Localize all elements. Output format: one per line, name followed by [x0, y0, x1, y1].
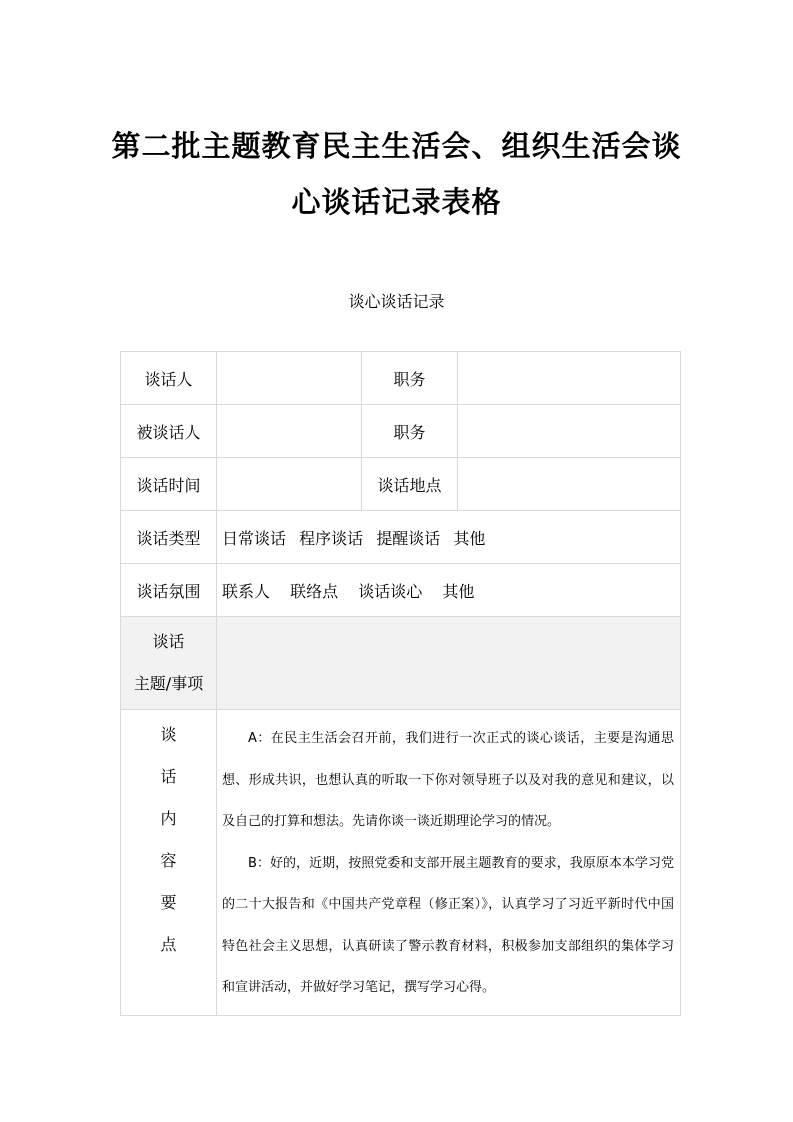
content-label: [121, 710, 217, 1016]
place-label: 谈话地点: [362, 458, 458, 511]
row-scope: [121, 564, 681, 617]
content-text-cell[interactable]: [217, 710, 681, 1016]
type-label: 谈话类型: [121, 511, 217, 564]
interviewee-value-cell[interactable]: [217, 405, 362, 458]
type-option-procedural[interactable]: 程序谈话: [299, 528, 364, 548]
scope-option-heart-talk[interactable]: 谈话谈心: [358, 581, 423, 601]
scope-label: 谈话氛围: [121, 564, 217, 617]
row-talker: [121, 352, 681, 405]
topic-label-line-1: 谈话: [152, 632, 185, 651]
topic-label: [121, 617, 217, 710]
table-caption: 谈心谈话记录: [348, 292, 445, 311]
scope-option-liaison-point[interactable]: 联络点: [290, 581, 339, 601]
row-content: [121, 710, 681, 1016]
topic-label-line-2: 主题/事项: [133, 674, 204, 693]
interviewee-position-value-cell[interactable]: [458, 405, 681, 458]
scope-option-contact[interactable]: 联系人: [222, 581, 271, 601]
row-interviewee: [121, 405, 681, 458]
content-label-char: 要: [160, 893, 177, 912]
content-label-char: 容: [160, 851, 177, 870]
content-label-char: 谈: [160, 725, 177, 744]
document-title-line-1: 第二批主题教育民主生活会、组织生活会谈: [111, 129, 682, 163]
type-options-cell: [217, 511, 681, 564]
talker-value-cell[interactable]: [217, 352, 362, 405]
content-paragraph-a: A：在民主生活会召开前，我们进行一次正式的谈心谈话，主要是沟通思想、形成共识，也想认真的听取一下你对领导班子以及对我的意见和建议，以及自己的打算和想法。先请你谈一谈近期理论学习的情况。: [222, 731, 674, 829]
talker-position-value-cell[interactable]: [458, 352, 681, 405]
row-type: [121, 511, 681, 564]
content-label-char: 内: [160, 809, 177, 828]
interviewee-position-label: 职务: [362, 405, 458, 458]
talker-position-label: 职务: [362, 352, 458, 405]
place-value-cell[interactable]: [458, 458, 681, 511]
content-label-char: 话: [160, 767, 177, 786]
topic-value-cell[interactable]: [217, 617, 681, 710]
scope-options-cell: [217, 564, 681, 617]
row-time-place: [121, 458, 681, 511]
time-label: 谈话时间: [121, 458, 217, 511]
document-title: [60, 118, 733, 230]
interviewee-label: 被谈话人: [121, 405, 217, 458]
document-title-line-2: 心谈话记录表格: [291, 185, 502, 219]
type-option-other[interactable]: 其他: [453, 528, 486, 548]
talk-record-table: [120, 351, 681, 1016]
scope-option-other[interactable]: 其他: [442, 581, 475, 601]
type-option-reminder[interactable]: 提醒谈话: [376, 528, 441, 548]
type-option-daily[interactable]: 日常谈话: [222, 528, 287, 548]
content-paragraph-b: B：好的，近期，按照党委和支部开展主题教育的要求，我原原本本学习党的二十大报告和《中国共产党章程（修正案）》，认真学习了习近平新时代中国特色社会主义思想，认真研读了警示教育材料，积极参加支部组织的集体学习和宣讲活动，并做好学习笔记，撰写学习心得。: [222, 855, 674, 995]
row-topic: [121, 617, 681, 710]
content-label-char: 点: [160, 935, 177, 954]
talker-label: 谈话人: [121, 352, 217, 405]
time-value-cell[interactable]: [217, 458, 362, 511]
